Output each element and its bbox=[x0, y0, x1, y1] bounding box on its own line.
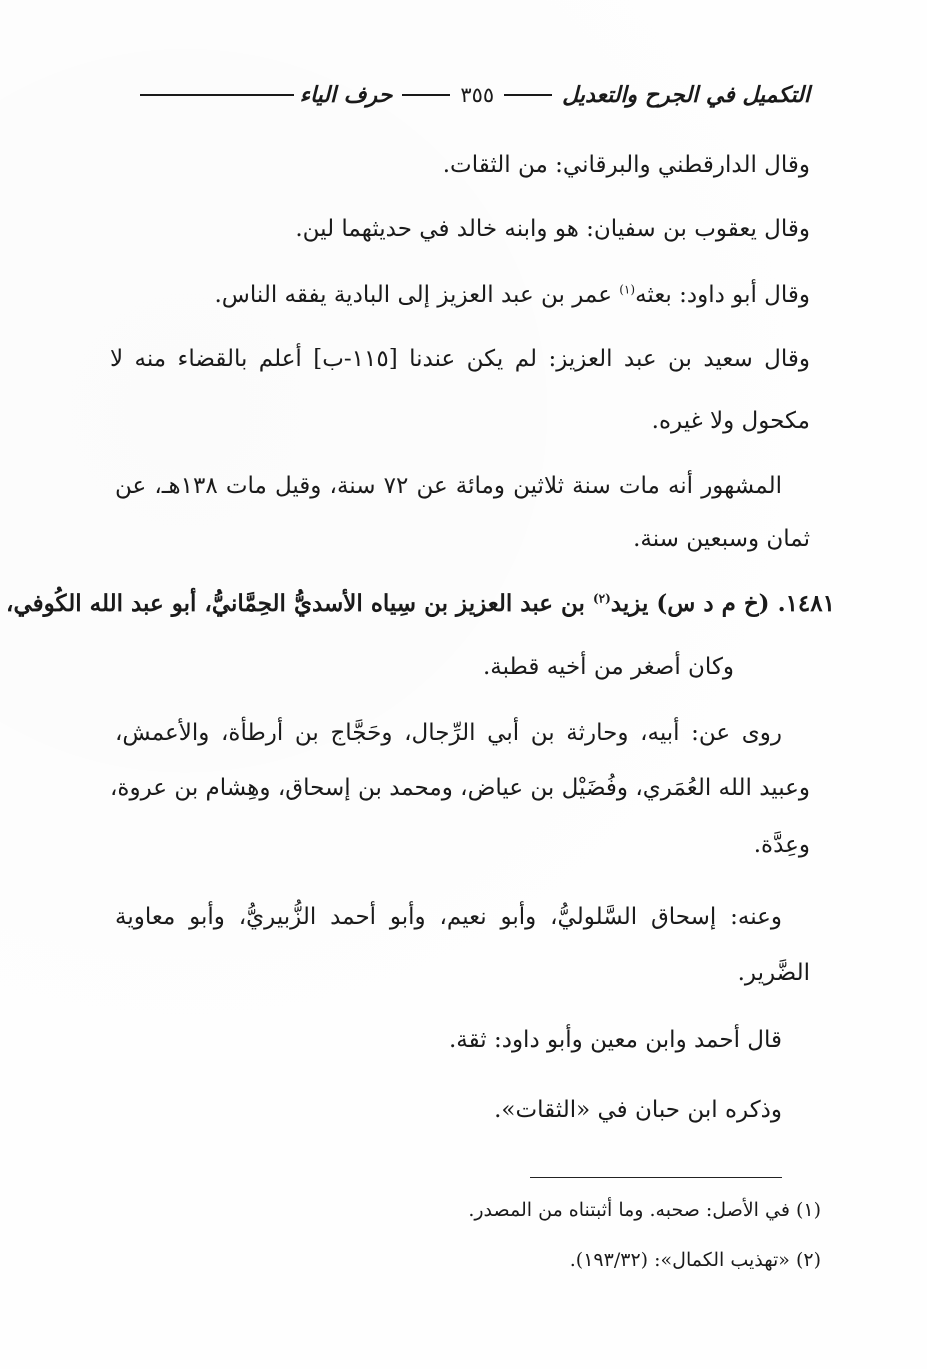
paragraph-line: روى عن: أبيه، وحارثة بن أبي الرِّجال، وحَجَّاج بن أرطأة، والأعمش، bbox=[115, 720, 782, 746]
header-dash bbox=[402, 94, 450, 96]
paragraph-line: وقال الدارقطني والبرقاني: من الثقات. bbox=[442, 152, 810, 178]
footnote-ref: (٢) bbox=[592, 591, 611, 606]
entry-heading bbox=[6, 586, 835, 622]
entry-name: بن عبد العزيز بن سِياه الأسديُّ الحِمَّانيُّ، أبو عبد الله الكُوفي، bbox=[6, 590, 593, 617]
paragraph-line: ثمان وسبعين سنة. bbox=[633, 526, 810, 552]
book-title: التكميل في الجرح والتعديل bbox=[562, 82, 810, 108]
entry-number: ١٤٨١. bbox=[777, 590, 835, 617]
page-number: ٣٥٥ bbox=[460, 83, 495, 107]
text-run: عمر بن عبد العزيز إلى البادية يفقه الناس. bbox=[214, 282, 620, 308]
paragraph-line: المشهور أنه مات سنة ثلاثين ومائة عن ٧٢ سنة، وقيل مات ١٣٨هـ، عن bbox=[115, 473, 782, 499]
section-title: حرف الياء bbox=[299, 82, 393, 108]
paragraph-line: مكحول ولا غيره. bbox=[651, 408, 810, 434]
paragraph-line bbox=[214, 277, 810, 313]
text-run: وقال أبو داود: بعثه bbox=[635, 282, 810, 308]
footnote-ref: (١) bbox=[619, 282, 636, 297]
paragraph-line: وقال يعقوب بن سفيان: هو وابنه خالد في حديثهما لين. bbox=[295, 216, 810, 242]
paragraph-line: وعنه: إسحاق السَّلوليُّ، وأبو نعيم، وأبو أحمد الزُّبيريُّ، وأبو معاوية bbox=[115, 904, 782, 930]
paragraph-line: وقال سعيد بن عبد العزيز: لم يكن عندنا [١١٥-ب] أعلم بالقضاء منه لا bbox=[110, 346, 810, 372]
header-rule bbox=[140, 94, 294, 96]
running-header bbox=[140, 78, 810, 112]
footnote: (١) في الأصل: صحبه. وما أثبتناه من المصدر. bbox=[468, 1199, 821, 1221]
footnote-separator bbox=[530, 1177, 782, 1178]
paragraph-line: وعِدَّة. bbox=[753, 832, 810, 858]
paragraph-line: وذكره ابن حبان في «الثقات». bbox=[494, 1097, 782, 1123]
header-dash bbox=[504, 94, 552, 96]
paragraph-line: قال أحمد وابن معين وأبو داود: ثقة. bbox=[448, 1027, 782, 1053]
entry-name: (خ م د س) يزيد bbox=[610, 590, 778, 617]
footnote: (٢) «تهذيب الكمال»: (١٩٣/٣٢). bbox=[569, 1249, 821, 1271]
paragraph-line: وكان أصغر من أخيه قطبة. bbox=[482, 654, 734, 680]
paragraph-line: الضَّرير. bbox=[737, 960, 810, 986]
paragraph-line: وعبيد الله العُمَري، وفُضَيْل بن عياض، ومحمد بن إسحاق، وهِشام بن عروة، bbox=[110, 775, 810, 801]
